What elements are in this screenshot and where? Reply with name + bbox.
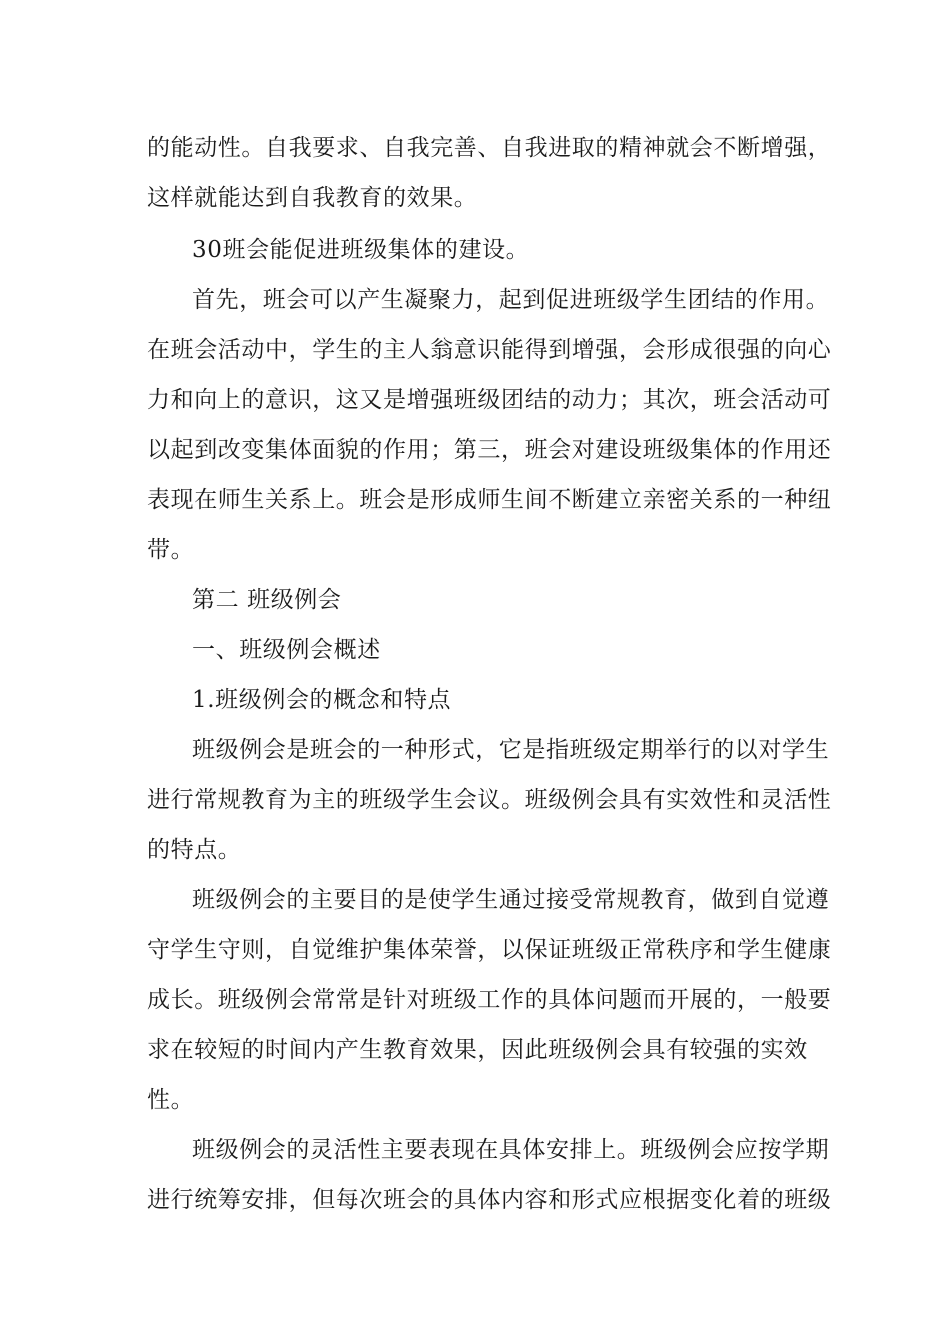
text-line-9: 带。 bbox=[147, 537, 195, 563]
text-line-22: 进行统筹安排，但每次班会的具体内容和形式应根据变化着的班级 bbox=[147, 1187, 832, 1213]
text-line-18: 成长。班级例会常常是针对班级工作的具体问题而开展的，一般要 bbox=[147, 987, 832, 1013]
text-line-19: 求在较短的时间内产生教育效果，因此班级例会具有较强的实效 bbox=[147, 1037, 808, 1063]
text-line-1: 的能动性。自我要求、自我完善、自我进取的精神就会不断增强， bbox=[147, 135, 832, 161]
text-line-7: 以起到改变集体面貌的作用；第三，班会对建设班级集体的作用还 bbox=[147, 437, 832, 463]
text-line-2: 这样就能达到自我教育的效果。 bbox=[147, 185, 478, 211]
subsection-heading: 一、班级例会概述 bbox=[192, 637, 381, 663]
text-line-17: 守学生守则，自觉维护集体荣誉，以保证班级正常秩序和学生健康 bbox=[147, 937, 832, 963]
paragraph-first-line: 班级例会的灵活性主要表现在具体安排上。班级例会应按学期 bbox=[192, 1137, 830, 1163]
paragraph-first-line: 班级例会的主要目的是使学生通过接受常规教育，做到自觉遵 bbox=[192, 887, 830, 913]
heading-line-3: 30班会能促进班级集体的建设。 bbox=[192, 237, 530, 263]
text-line-14: 进行常规教育为主的班级学生会议。班级例会具有实效性和灵活性 bbox=[147, 787, 832, 813]
item-heading: 1.班级例会的概念和特点 bbox=[192, 687, 452, 713]
text-line-5: 在班会活动中，学生的主人翁意识能得到增强，会形成很强的向心 bbox=[147, 337, 832, 363]
text-line-20: 性。 bbox=[147, 1087, 195, 1113]
paragraph-first-line: 首先，班会可以产生凝聚力，起到促进班级学生团结的作用。 bbox=[192, 287, 830, 313]
text-line-15: 的特点。 bbox=[147, 837, 242, 863]
section-heading: 第二 班级例会 bbox=[192, 587, 342, 613]
paragraph-first-line: 班级例会是班会的一种形式，它是指班级定期举行的以对学生 bbox=[192, 737, 830, 763]
text-line-6: 力和向上的意识，这又是增强班级团结的动力；其次，班会活动可 bbox=[147, 387, 832, 413]
text-line-8: 表现在师生关系上。班会是形成师生间不断建立亲密关系的一种纽 bbox=[147, 487, 832, 513]
